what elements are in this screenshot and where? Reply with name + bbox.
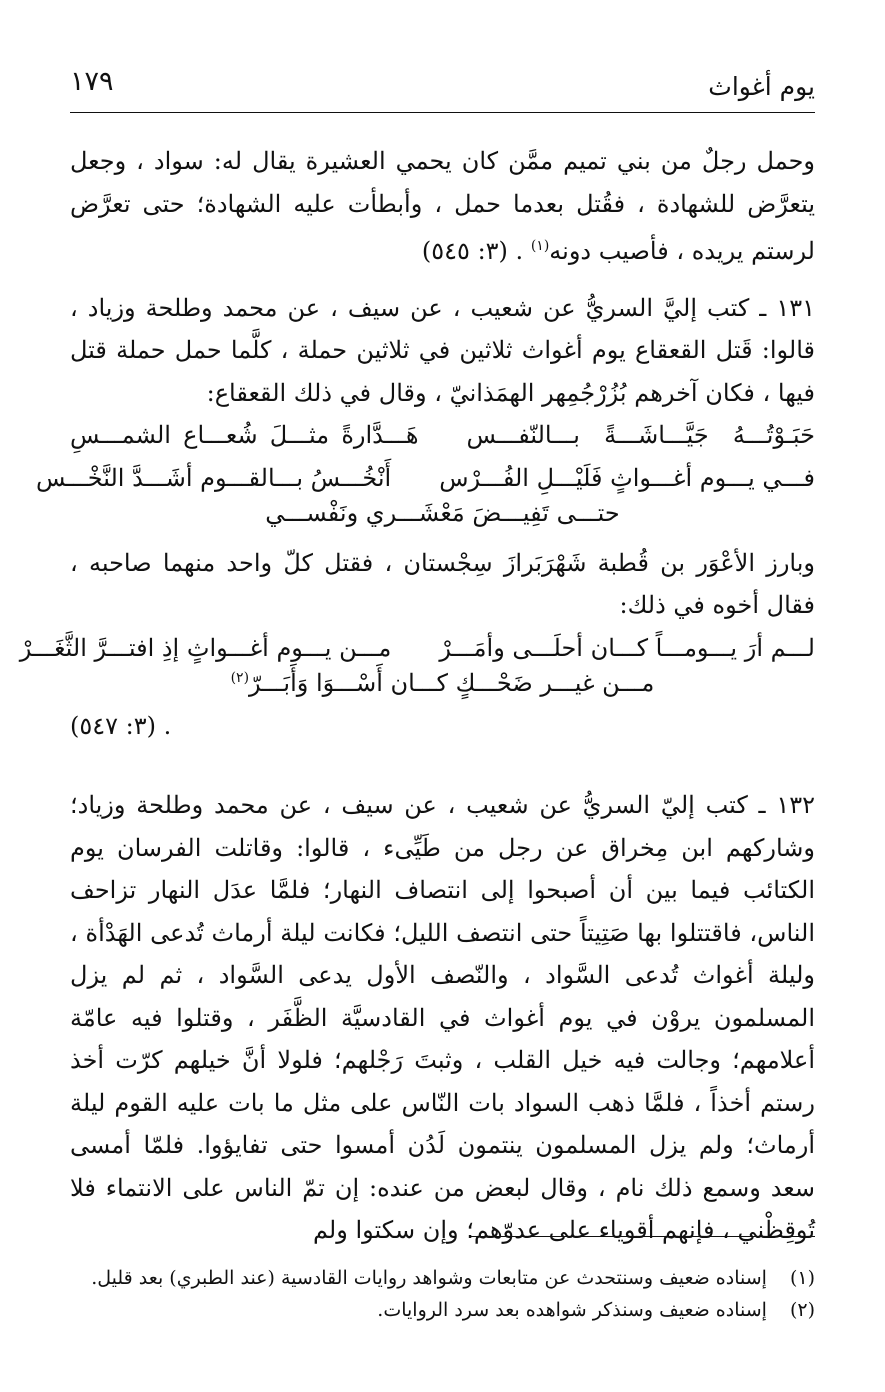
verse-hemistich-right: حَبَـوْتُـــهُ جَيَّـــاشَـــةً بـــالنّفـــس bbox=[466, 421, 815, 450]
footnote-divider bbox=[470, 1236, 815, 1237]
verse-line-single: حتـــى تَفِيـــضَ مَعْشَـــري ونَفْســـي bbox=[265, 499, 620, 527]
poem-qaqa bbox=[36, 414, 815, 542]
page-header bbox=[70, 66, 815, 113]
source-reference: . (٣: ٥٤٥) bbox=[421, 237, 524, 265]
paragraph-sawad bbox=[70, 140, 815, 273]
verse-hemistich-left: هَـــدَّارةً مثـــلَ شُعـــاع الشمـــسِ bbox=[70, 421, 419, 450]
footnote-text: إسناده ضعيف وسنذكر شواهده بعد سرد الروايات. bbox=[377, 1299, 767, 1321]
paragraph-131: ١٣١ ـ كتب إليَّ السريُّ عن شعيب ، عن سيف ، عن محمد وطلحة وزياد ، قالوا: قَتل القعقاع يوم أغواث ثلاثين في ثلاثين حملة ، كلَّما حمل حملة قتل فيها ، فكان آخرهم بُزُرْجُمِهر الهمَذانيّ ، وقال في ذلك القعقاع: bbox=[70, 293, 815, 407]
source-reference: . (٣: ٥٤٧) bbox=[70, 711, 172, 740]
footnote bbox=[70, 1294, 815, 1326]
footnote-number: (١) bbox=[789, 1267, 815, 1289]
verse-hemistich-right: فـــي يـــوم أغـــواثٍ فَلَيْـــلِ الفُـــرْس bbox=[439, 463, 815, 492]
page-body bbox=[19, 140, 815, 1252]
paragraph-132: ١٣٢ ـ كتب إليّ السريُّ عن شعيب ، عن سيف ، عن محمد وطلحة وزياد؛ وشاركهم ابن مِخراق عن رجل من طَيِّىء ، قالوا: وقاتلت الفرسان يوم الكتائب فيما بين أن أصبحوا إلى انتصاف النهار؛ فلمَّا عدَل النهار تزاحف الناس، فاقتتلوا بها صَتِيتاً حتى انتصف الليل؛ فكانت ليلة أرماث تُدعى الهَدْأة ، وليلة أغواث تُدعى السَّواد ، والنّصف الأول يدعى السَّواد ، ثم لم يزل المسلمون يروْن في يوم أغواث في القادسيَّة الظَّفَر ، وقتلوا فيه عامّة أعلامهم؛ وجالت فيه خيل القلب ، وثبتَ رَجْلهم؛ فلولا أنَّ خيلهم كرّت أخذ رستم أخذاً ، فلمَّا ذهب السواد بات النّاس على مثل ما بات عليه القوم ليلة أرماث؛ ولم يزل المسلمون ينتمون لَدُن أمسوا حتى تفايؤوا. فلمّا أمسى سعد وسمع ذلك نام ، وقال لبعض من عنده: إن تمّ الناس على الانتماء فلا تُوقِظْني ، فإنهم أقوياء على عدوّهم؛ وإن سكتوا ولم bbox=[70, 791, 815, 1244]
verse-line-single bbox=[70, 669, 815, 712]
verse-hemistich-right: لـــم أرَ يـــومـــاً كـــان أحلَـــى وأمَـــرْ bbox=[439, 633, 815, 662]
page-number: ١٧٩ bbox=[70, 66, 114, 97]
verse-hemistich-left: مـــن يـــوم أغـــواثٍ إذِ افتـــرَّ الثَّغَـــرْ bbox=[19, 633, 392, 662]
verse-hemistich-left: أَنْخُـــسُ بـــالقـــوم أشَـــدَّ النَّخْـــس bbox=[36, 463, 392, 492]
footnote-text: إسناده ضعيف وسنتحدث عن متابعات وشواهد روايات القادسية (عند الطبري) بعد قليل. bbox=[91, 1267, 767, 1289]
paragraph-text: وحمل رجلٌ من بني تميم ممَّن كان يحمي العشيرة يقال له: سواد ، وجعل يتعرَّض للشهادة ، فقُتل بعدما حمل ، وأبطأت عليه الشهادة؛ حتى تعرَّض لرستم يريده ، فأصيب دونه bbox=[70, 147, 815, 265]
verse-text: مـــن غيـــر ضَحْـــكٍ كـــان أَسْـــوَا وَأَبَـــرّ bbox=[249, 669, 655, 697]
footnotes bbox=[70, 1262, 815, 1326]
poem-brother bbox=[19, 627, 815, 712]
verse-line bbox=[70, 414, 815, 457]
footnote-marker-2: (٢) bbox=[230, 670, 250, 686]
verse-line bbox=[19, 627, 815, 670]
paragraph-awar: وبارز الأعْوَر بن قُطبة شَهْرَبَرازَ سِجْستان ، فقتل كلّ واحد منهما صاحبه ، فقال أخوه في ذلك: bbox=[70, 548, 815, 619]
footnote-number: (٢) bbox=[789, 1299, 815, 1321]
footnote-marker-1: (١) bbox=[530, 238, 550, 254]
footnote bbox=[70, 1262, 815, 1294]
running-title: يوم أغواث bbox=[708, 72, 815, 101]
verse-line bbox=[36, 457, 815, 500]
